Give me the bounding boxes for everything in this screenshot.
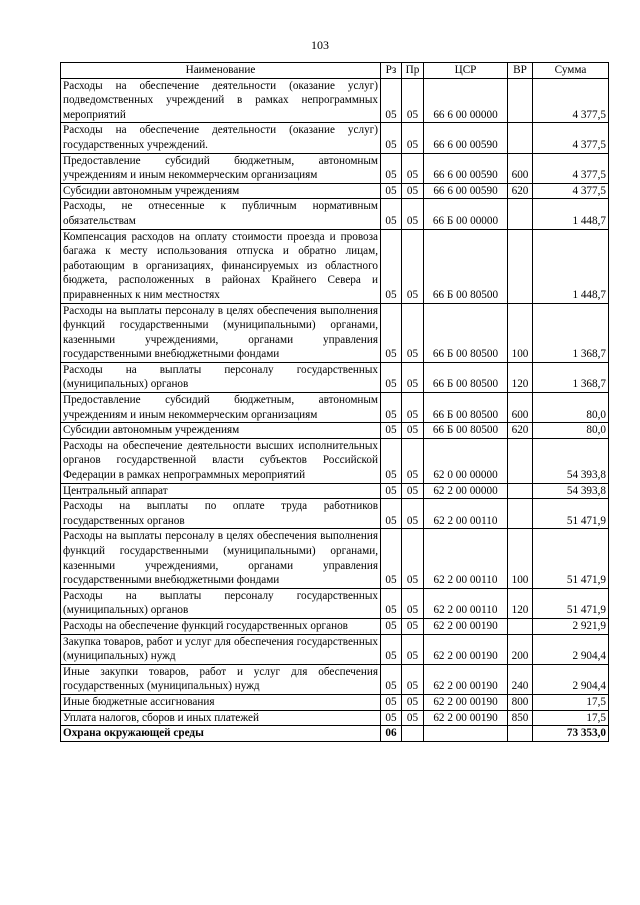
row-sum-cell: 1 448,7: [533, 229, 609, 303]
row-rz-cell: 05: [381, 588, 402, 618]
row-name-cell: Расходы на обеспечение деятельности (оказание услуг) подведомственных учреждений в рамках непрограммных мероприятий: [61, 78, 381, 123]
table-row: [61, 710, 609, 726]
table-row: [61, 483, 609, 499]
table-row: [61, 438, 609, 483]
row-rz-cell: 05: [381, 393, 402, 423]
row-sum-cell: 54 393,8: [533, 438, 609, 483]
row-sum-cell: 2 904,4: [533, 664, 609, 694]
row-vr-cell: [508, 199, 533, 229]
table-row: [61, 183, 609, 199]
table-row: [61, 588, 609, 618]
row-vr-cell: [508, 78, 533, 123]
header-pr: Пр: [402, 63, 424, 79]
row-vr-cell: 100: [508, 529, 533, 588]
row-vr-cell: 600: [508, 393, 533, 423]
header-sum: Сумма: [533, 63, 609, 79]
table-row: [61, 393, 609, 423]
row-csr-cell: 66 6 00 00590: [424, 153, 508, 183]
row-rz-cell: 05: [381, 183, 402, 199]
table-row: [61, 362, 609, 392]
row-rz-cell: 05: [381, 694, 402, 710]
header-name: Наименование: [61, 63, 381, 79]
row-pr-cell: 05: [402, 438, 424, 483]
row-rz-cell: 05: [381, 710, 402, 726]
row-vr-cell: [508, 229, 533, 303]
row-rz-cell: 05: [381, 78, 402, 123]
row-name-cell: Охрана окружающей среды: [61, 726, 381, 742]
table-row: [61, 529, 609, 588]
row-pr-cell: 05: [402, 664, 424, 694]
row-name-cell: Расходы на выплаты персоналу государственных (муниципальных) органов: [61, 362, 381, 392]
row-sum-cell: 51 471,9: [533, 529, 609, 588]
row-csr-cell: 66 Б 00 80500: [424, 229, 508, 303]
row-rz-cell: 06: [381, 726, 402, 742]
row-pr-cell: 05: [402, 183, 424, 199]
table-row: [61, 499, 609, 529]
row-name-cell: Предоставление субсидий бюджетным, автономным учреждениям и иным некоммерческим организациям: [61, 393, 381, 423]
row-name-cell: Расходы на выплаты по оплате труда работников государственных органов: [61, 499, 381, 529]
row-name-cell: Центральный аппарат: [61, 483, 381, 499]
row-name-cell: Расходы на выплаты персоналу в целях обеспечения выполнения функций государственными (муниципальными) органами, казенными учреждениями, органами управления государственными внебюджетными фондами: [61, 303, 381, 362]
table-row: [61, 199, 609, 229]
table-row: [61, 664, 609, 694]
row-rz-cell: 05: [381, 423, 402, 439]
row-vr-cell: 120: [508, 362, 533, 392]
row-name-cell: Расходы на обеспечение деятельности (оказание услуг) государственных учреждений.: [61, 123, 381, 153]
row-name-cell: Компенсация расходов на оплату стоимости проезда и провоза багажа к месту использования отпуска и обратно лицам, работающим в организациях, финансируемых из областного бюджета, расположенных в районах Крайнего Севера и приравненных к ним местностях: [61, 229, 381, 303]
table-row: [61, 726, 609, 742]
row-vr-cell: [508, 123, 533, 153]
row-pr-cell: 05: [402, 393, 424, 423]
row-name-cell: Расходы, не отнесенные к публичным нормативным обязательствам: [61, 199, 381, 229]
row-rz-cell: 05: [381, 362, 402, 392]
row-vr-cell: 620: [508, 423, 533, 439]
row-name-cell: Субсидии автономным учреждениям: [61, 423, 381, 439]
row-vr-cell: 620: [508, 183, 533, 199]
row-pr-cell: 05: [402, 529, 424, 588]
header-rz: Рз: [381, 63, 402, 79]
table-row: [61, 229, 609, 303]
row-csr-cell: 66 6 00 00000: [424, 78, 508, 123]
row-csr-cell: 62 2 00 00110: [424, 499, 508, 529]
row-rz-cell: 05: [381, 529, 402, 588]
row-vr-cell: 200: [508, 634, 533, 664]
row-pr-cell: 05: [402, 362, 424, 392]
header-vr: ВР: [508, 63, 533, 79]
row-pr-cell: [402, 726, 424, 742]
row-sum-cell: 4 377,5: [533, 78, 609, 123]
table-row: [61, 634, 609, 664]
row-name-cell: Уплата налогов, сборов и иных платежей: [61, 710, 381, 726]
table-row: [61, 694, 609, 710]
row-name-cell: Предоставление субсидий бюджетным, автономным учреждениям и иным некоммерческим организациям: [61, 153, 381, 183]
row-pr-cell: 05: [402, 634, 424, 664]
row-csr-cell: 62 2 00 00000: [424, 483, 508, 499]
row-csr-cell: 62 2 00 00110: [424, 588, 508, 618]
row-pr-cell: 05: [402, 618, 424, 634]
row-csr-cell: 66 6 00 00590: [424, 123, 508, 153]
row-csr-cell: 62 0 00 00000: [424, 438, 508, 483]
row-sum-cell: 4 377,5: [533, 183, 609, 199]
row-csr-cell: 66 Б 00 00000: [424, 199, 508, 229]
row-pr-cell: 05: [402, 153, 424, 183]
row-csr-cell: 62 2 00 00190: [424, 710, 508, 726]
row-sum-cell: 2 921,9: [533, 618, 609, 634]
row-vr-cell: [508, 618, 533, 634]
row-vr-cell: [508, 438, 533, 483]
row-vr-cell: 240: [508, 664, 533, 694]
row-name-cell: Иные бюджетные ассигнования: [61, 694, 381, 710]
row-name-cell: Расходы на выплаты персоналу государственных (муниципальных) органов: [61, 588, 381, 618]
row-sum-cell: 4 377,5: [533, 153, 609, 183]
row-csr-cell: 62 2 00 00190: [424, 634, 508, 664]
row-sum-cell: 2 904,4: [533, 634, 609, 664]
page-number: 103: [311, 38, 329, 52]
row-vr-cell: 120: [508, 588, 533, 618]
row-csr-cell: 62 2 00 00190: [424, 664, 508, 694]
row-name-cell: Иные закупки товаров, работ и услуг для обеспечения государственных (муниципальных) нужд: [61, 664, 381, 694]
row-pr-cell: 05: [402, 229, 424, 303]
table-row: [61, 423, 609, 439]
row-rz-cell: 05: [381, 303, 402, 362]
row-rz-cell: 05: [381, 499, 402, 529]
row-pr-cell: 05: [402, 78, 424, 123]
row-sum-cell: 17,5: [533, 710, 609, 726]
row-sum-cell: 54 393,8: [533, 483, 609, 499]
row-vr-cell: [508, 483, 533, 499]
row-pr-cell: 05: [402, 199, 424, 229]
row-rz-cell: 05: [381, 153, 402, 183]
row-name-cell: Расходы на выплаты персоналу в целях обеспечения выполнения функций государственными (муниципальными) органами, казенными учреждениями, органами управления государственными внебюджетными фондами: [61, 529, 381, 588]
row-sum-cell: 51 471,9: [533, 588, 609, 618]
row-sum-cell: 73 353,0: [533, 726, 609, 742]
row-csr-cell: 66 Б 00 80500: [424, 303, 508, 362]
row-rz-cell: 05: [381, 618, 402, 634]
table-header-row: [61, 63, 609, 79]
row-sum-cell: 1 368,7: [533, 303, 609, 362]
row-sum-cell: 17,5: [533, 694, 609, 710]
row-vr-cell: [508, 726, 533, 742]
row-vr-cell: 100: [508, 303, 533, 362]
row-sum-cell: 80,0: [533, 393, 609, 423]
row-pr-cell: 05: [402, 423, 424, 439]
table-row: [61, 78, 609, 123]
row-pr-cell: 05: [402, 499, 424, 529]
row-sum-cell: 1 368,7: [533, 362, 609, 392]
row-pr-cell: 05: [402, 588, 424, 618]
row-pr-cell: 05: [402, 303, 424, 362]
row-rz-cell: 05: [381, 664, 402, 694]
row-csr-cell: 62 2 00 00190: [424, 694, 508, 710]
row-csr-cell: 66 Б 00 80500: [424, 423, 508, 439]
row-csr-cell: [424, 726, 508, 742]
row-csr-cell: 66 Б 00 80500: [424, 393, 508, 423]
row-sum-cell: 1 448,7: [533, 199, 609, 229]
row-rz-cell: 05: [381, 634, 402, 664]
row-name-cell: Расходы на обеспечение деятельности высших исполнительных органов государственной власти субъектов Российской Федерации в рамках непрограммных мероприятий: [61, 438, 381, 483]
row-name-cell: Закупка товаров, работ и услуг для обеспечения государственных (муниципальных) нужд: [61, 634, 381, 664]
row-pr-cell: 05: [402, 483, 424, 499]
table-row: [61, 123, 609, 153]
row-vr-cell: 800: [508, 694, 533, 710]
row-name-cell: Расходы на обеспечение функций государственных органов: [61, 618, 381, 634]
row-pr-cell: 05: [402, 710, 424, 726]
row-sum-cell: 4 377,5: [533, 123, 609, 153]
row-pr-cell: 05: [402, 123, 424, 153]
row-rz-cell: 05: [381, 229, 402, 303]
header-csr: ЦСР: [424, 63, 508, 79]
row-csr-cell: 62 2 00 00110: [424, 529, 508, 588]
row-csr-cell: 66 6 00 00590: [424, 183, 508, 199]
row-vr-cell: [508, 499, 533, 529]
row-name-cell: Субсидии автономным учреждениям: [61, 183, 381, 199]
table-row: [61, 153, 609, 183]
row-rz-cell: 05: [381, 123, 402, 153]
table-row: [61, 303, 609, 362]
row-csr-cell: 66 Б 00 80500: [424, 362, 508, 392]
row-csr-cell: 62 2 00 00190: [424, 618, 508, 634]
row-rz-cell: 05: [381, 199, 402, 229]
row-rz-cell: 05: [381, 438, 402, 483]
row-vr-cell: 600: [508, 153, 533, 183]
budget-table: [60, 62, 609, 742]
row-sum-cell: 80,0: [533, 423, 609, 439]
table-row: [61, 618, 609, 634]
row-rz-cell: 05: [381, 483, 402, 499]
row-pr-cell: 05: [402, 694, 424, 710]
row-vr-cell: 850: [508, 710, 533, 726]
row-sum-cell: 51 471,9: [533, 499, 609, 529]
